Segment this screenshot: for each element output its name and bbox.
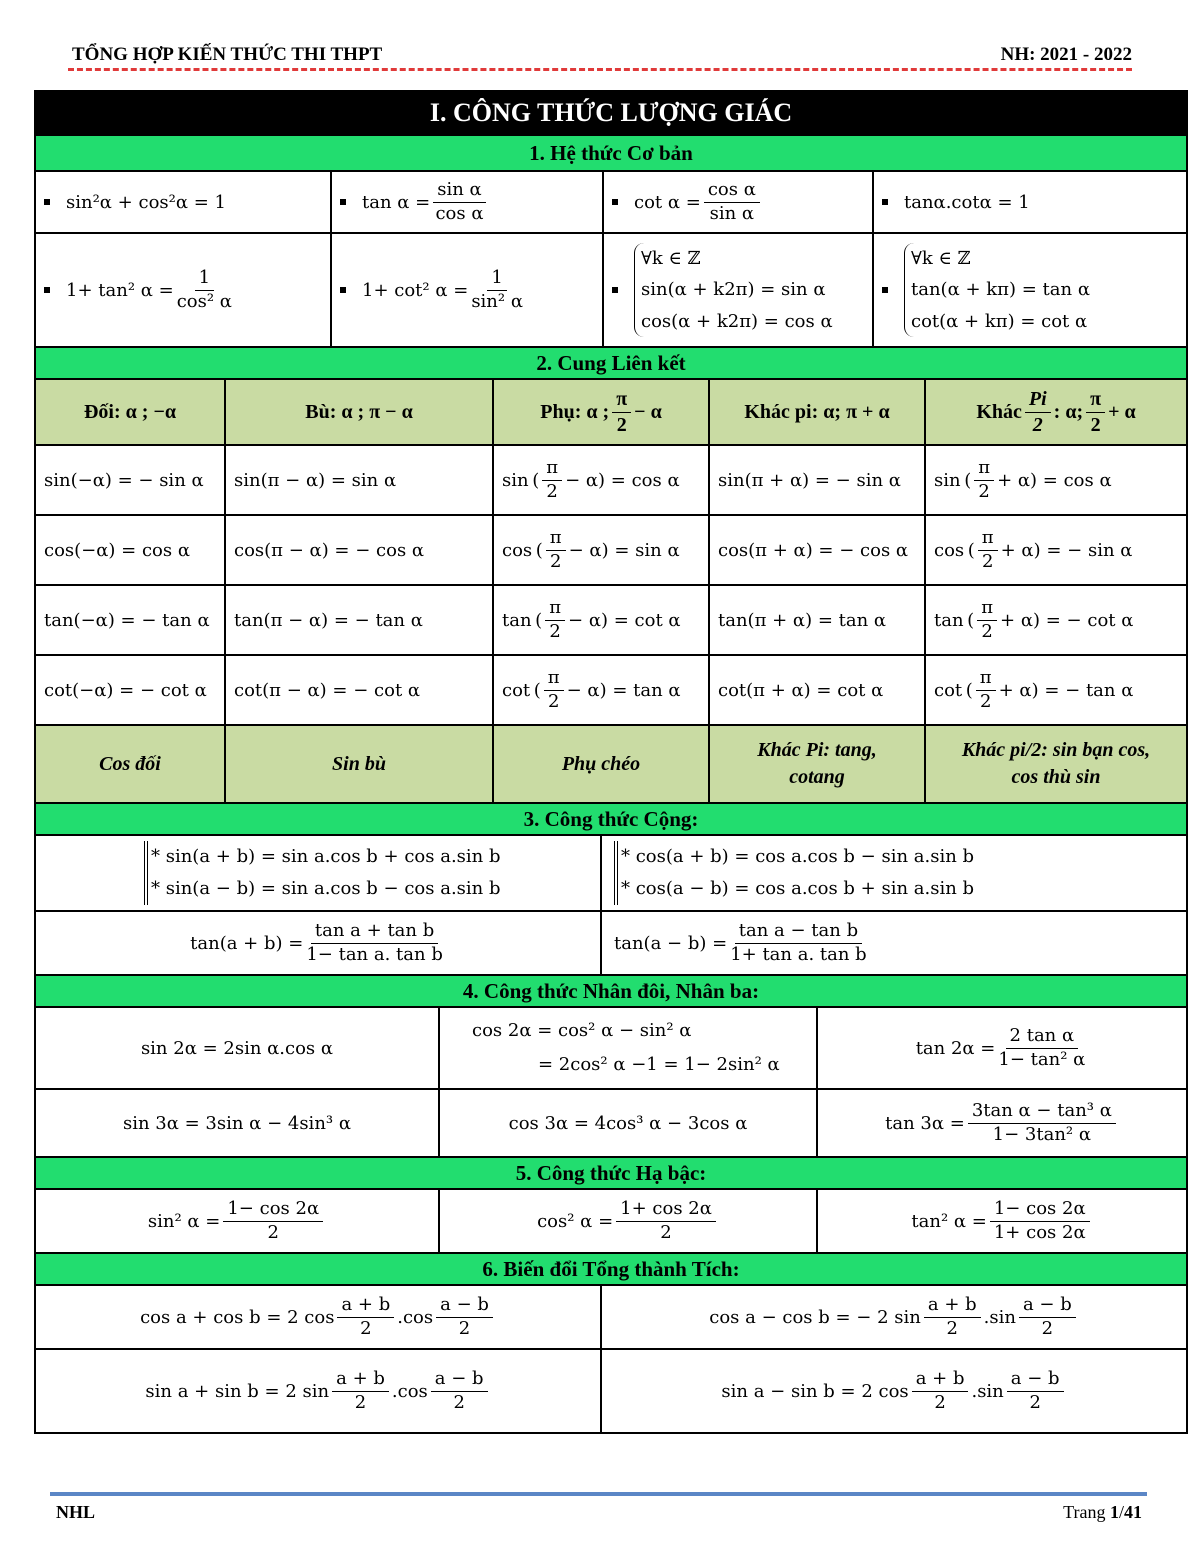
- rel-cell: tan ( $\frac{\pi}{2}$ − α ) = cot α: [494, 586, 710, 656]
- rel-cell: cot ( $\frac{\pi}{2}$ − α ) = tan α: [494, 656, 710, 726]
- rel-cell: sin(π + α) = − sin α: [710, 446, 926, 516]
- addition-tan-minus: tan(a − b) = $\frac{\text{tan a − tan b}}{\text{1+ tan a. tan b}}$: [602, 912, 1186, 976]
- sum-sin-plus: sin a + sin b = 2 sin $\frac{a + b}{2}$ .cos $\frac{a - b}{2}$: [36, 1350, 602, 1432]
- header-title: TỔNG HỢP KIẾN THỨC THI THPT: [72, 44, 383, 65]
- addition-cos: * cos(a + b) = cos a.cos b − sin a.sin b * cos(a − b) = cos a.cos b + sin a.sin b: [602, 836, 1186, 912]
- addition-tan-plus: tan(a + b) = $\frac{\text{tan a + tan b}}{\text{1− tan a. tan b}}$: [36, 912, 602, 976]
- rel-cell: tan(π + α) = tan α: [710, 586, 926, 656]
- rel-cell: cos(π − α) = − cos α: [226, 516, 494, 586]
- col-head-diff-pi: Khác pi: α; π + α: [710, 380, 926, 446]
- rel-cell: cos(π + α) = − cos α: [710, 516, 926, 586]
- heading-power-reduction: 5. Công thức Hạ bậc:: [36, 1158, 1186, 1190]
- double-tan: tan 2α = $\frac{\text{2 tan α}}{\text{1− tan² α}}$: [818, 1008, 1186, 1090]
- formula-sheet: [34, 90, 1188, 1434]
- addition-sin: * sin(a + b) = sin a.cos b + cos a.sin b * sin(a − b) = sin a.cos b − cos a.sin b: [36, 836, 602, 912]
- heading-multiple-angle: 4. Công thức Nhân đôi, Nhân ba:: [36, 976, 1186, 1008]
- rel-cell: cos ( $\frac{\pi}{2}$ + α ) = − sin α: [926, 516, 1186, 586]
- rel-cell: cot(π + α) = cot α: [710, 656, 926, 726]
- heading-basic-identities: 1. Hệ thức Cơ bản: [36, 136, 1186, 172]
- identity-pythagorean: sin²α + cos²α = 1: [36, 172, 332, 234]
- section-title: I. CÔNG THỨC LƯỢNG GIÁC: [36, 92, 1186, 136]
- col-head-supplement: Bù: α ; π − α: [226, 380, 494, 446]
- identity-one-plus-tan: 1+ tan² α = $\frac{1}{\text{cos² α}}$: [36, 234, 332, 348]
- footer-divider: [50, 1492, 1147, 1496]
- col-head-complement: Phụ: α ; $\frac{\pi}{2}$ − α: [494, 380, 710, 446]
- sum-cos-minus: cos a − cos b = − 2 sin $\frac{a + b}{2}$ .sin $\frac{a - b}{2}$: [602, 1286, 1186, 1350]
- identity-tan: tan α = $\frac{\text{sin α}}{\text{cos α}}$: [332, 172, 604, 234]
- sum-cos-plus: cos a + cos b = 2 cos $\frac{a + b}{2}$ .cos $\frac{a - b}{2}$: [36, 1286, 602, 1350]
- rel-cell: tan(−α) = − tan α: [36, 586, 226, 656]
- heading-addition: 3. Công thức Cộng:: [36, 804, 1186, 836]
- identity-one-plus-cot: 1+ cot² α = $\frac{1}{\text{sin² α}}$: [332, 234, 604, 348]
- mnemonic-cos-opposite: Cos đối: [36, 726, 226, 804]
- header-divider: [68, 68, 1132, 71]
- page-header: [72, 44, 1132, 70]
- col-head-diff-half-pi: Khác $\frac{Pi}{2}$ : α; $\frac{\pi}{2}$ + α: [926, 380, 1186, 446]
- identity-tan-cot: tanα.cotα = 1: [874, 172, 1186, 234]
- mnemonic-diff-pi: Khác Pi: tang, cotang: [710, 726, 926, 804]
- page-number: Trang 1/41: [1063, 1502, 1142, 1522]
- heading-sum-to-product: 6. Biến đổi Tổng thành Tích:: [36, 1254, 1186, 1286]
- triple-sin: sin 3α = 3sin α − 4sin³ α: [36, 1090, 440, 1158]
- mnemonic-complement: Phụ chéo: [494, 726, 710, 804]
- reduce-cos: cos² α = $\frac{1+ \cos 2\alpha}{2}$: [440, 1190, 818, 1254]
- identity-period-tan-cot: ∀k ∈ ℤ tan(α + kπ) = tan α cot(α + kπ) = cot α: [874, 234, 1186, 348]
- mnemonic-diff-half-pi: Khác pi/2: sin bạn cos, cos thù sin: [926, 726, 1186, 804]
- double-sin: sin 2α = 2sin α.cos α: [36, 1008, 440, 1090]
- triple-tan: tan 3α = $\frac{\text{3tan α − tan³ α}}{\text{1− 3tan² α}}$: [818, 1090, 1186, 1158]
- header-year: NH: 2021 - 2022: [1000, 44, 1132, 65]
- rel-cell: cot(π − α) = − cot α: [226, 656, 494, 726]
- rel-cell: sin ( $\frac{\pi}{2}$ − α ) = cos α: [494, 446, 710, 516]
- heading-related-angles: 2. Cung Liên kết: [36, 348, 1186, 380]
- col-head-opposite: Đối: α ; −α: [36, 380, 226, 446]
- mnemonic-sin-supplement: Sin bù: [226, 726, 494, 804]
- rel-cell: cot ( $\frac{\pi}{2}$ + α ) = − tan α: [926, 656, 1186, 726]
- rel-cell: sin(π − α) = sin α: [226, 446, 494, 516]
- double-cos: cos 2α = cos² α − sin² α = 2cos² α −1 = 1− 2sin² α: [440, 1008, 818, 1090]
- rel-cell: tan ( $\frac{\pi}{2}$ + α ) = − cot α: [926, 586, 1186, 656]
- identity-period-sin-cos: ∀k ∈ ℤ sin(α + k2π) = sin α cos(α + k2π) = cos α: [604, 234, 874, 348]
- identity-cot: cot α = $\frac{\text{cos α}}{\text{sin α}}$: [604, 172, 874, 234]
- rel-cell: cot(−α) = − cot α: [36, 656, 226, 726]
- rel-cell: cos(−α) = cos α: [36, 516, 226, 586]
- rel-cell: sin(−α) = − sin α: [36, 446, 226, 516]
- rel-cell: sin ( $\frac{\pi}{2}$ + α ) = cos α: [926, 446, 1186, 516]
- footer-author: NHL: [56, 1502, 96, 1522]
- rel-cell: tan(π − α) = − tan α: [226, 586, 494, 656]
- rel-cell: cos ( $\frac{\pi}{2}$ − α ) = sin α: [494, 516, 710, 586]
- triple-cos: cos 3α = 4cos³ α − 3cos α: [440, 1090, 818, 1158]
- sum-sin-minus: sin a − sin b = 2 cos $\frac{a + b}{2}$ .sin $\frac{a - b}{2}$: [602, 1350, 1186, 1432]
- reduce-sin: sin² α = $\frac{1- \cos 2\alpha}{2}$: [36, 1190, 440, 1254]
- reduce-tan: tan² α = $\frac{1- \cos 2\alpha}{1+ \cos 2\alpha}$: [818, 1190, 1186, 1254]
